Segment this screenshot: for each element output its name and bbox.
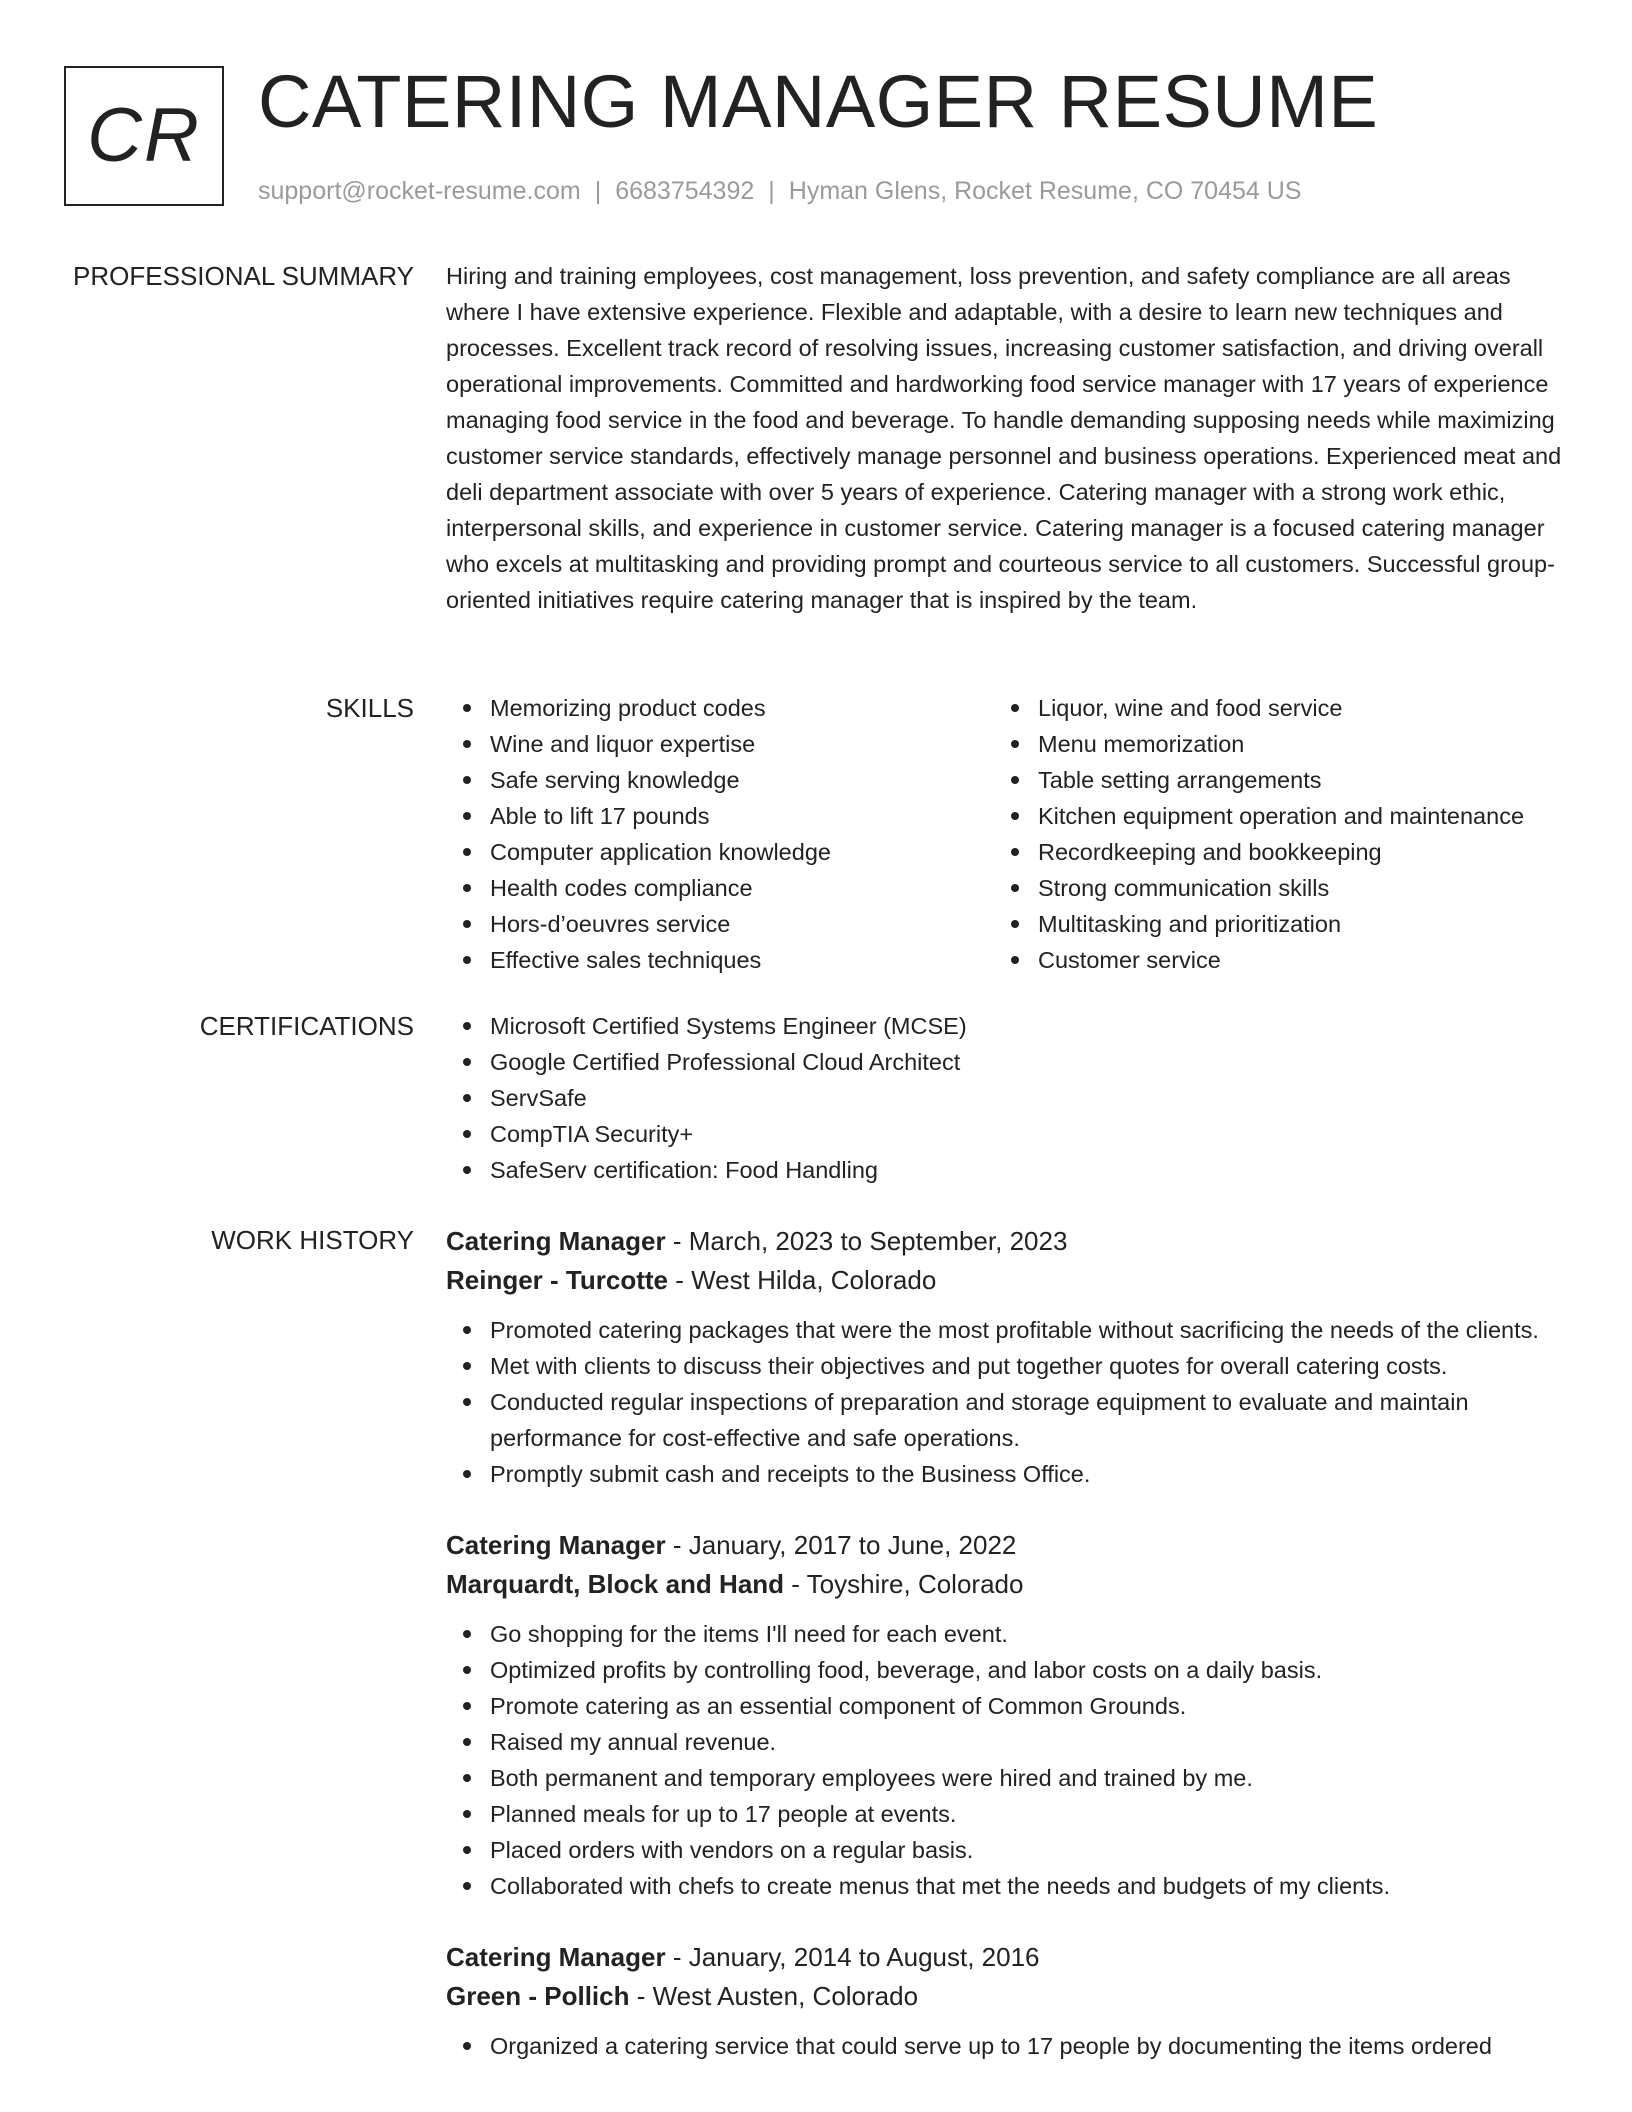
list-item: Both permanent and temporary employees were hired and trained by me. — [446, 1760, 1566, 1796]
certifications-list — [446, 1008, 1566, 1188]
list-item: Raised my annual revenue. — [446, 1724, 1566, 1760]
work-history-body — [446, 1222, 1566, 2098]
list-item: ServSafe — [446, 1080, 1566, 1116]
list-item: Effective sales techniques — [446, 942, 994, 978]
list-item: Met with clients to discuss their objectives and put together quotes for overall catering costs. — [446, 1348, 1566, 1384]
job-company: Marquardt, Block and Hand — [446, 1569, 785, 1599]
contact-line — [258, 174, 1301, 208]
job-title: Catering Manager — [446, 1942, 666, 1972]
job-entry — [446, 1526, 1566, 1904]
job-location: - Toyshire, Colorado — [784, 1569, 1024, 1599]
summary-text: Hiring and training employees, cost management, loss prevention, and safety compliance are all areas where I have extensive experience. Flexible and adaptable, with a desire to learn new techniques and processes. Excellent track record of resolving issues, increasing customer satisfaction, and driving overall operational improvements. Committed and hardworking food service manager with 17 years of experience managing food service in the food and beverage. To handle demanding supposing needs while maximizing customer service standards, effectively manage personnel and business operations. Experienced meat and deli department associate with over 5 years of experience. Catering manager with a strong work ethic, interpersonal skills, and experience in customer service. Catering manager is a focused catering manager who excels at multitasking and providing prompt and courteous service to all customers. Successful group-oriented initiatives require catering manager that is inspired by the team. — [446, 263, 1562, 613]
job-title-line — [446, 1222, 1566, 1261]
job-company-line — [446, 1565, 1566, 1604]
certifications-body — [446, 1008, 1566, 1188]
contact-separator: | — [594, 177, 602, 205]
job-dates: - March, 2023 to September, 2023 — [665, 1226, 1068, 1256]
list-item: Recordkeeping and bookkeeping — [994, 834, 1542, 870]
section-label-summary: PROFESSIONAL SUMMARY — [73, 261, 414, 291]
job-bullets — [446, 2028, 1566, 2064]
monogram-box — [64, 66, 224, 206]
section-label-certifications: CERTIFICATIONS — [199, 1011, 414, 1041]
job-bullets — [446, 1312, 1566, 1492]
section-label-skills: SKILLS — [325, 693, 414, 723]
job-dates: - January, 2014 to August, 2016 — [665, 1942, 1040, 1972]
list-item: Table setting arrangements — [994, 762, 1542, 798]
job-entry — [446, 1938, 1566, 2064]
job-company-line — [446, 1261, 1566, 1300]
job-title-line — [446, 1938, 1566, 1977]
contact-email: support@rocket-resume.com — [258, 177, 581, 205]
skills-body — [446, 690, 1566, 978]
list-item: Memorizing product codes — [446, 690, 994, 726]
list-item: Multitasking and prioritization — [994, 906, 1542, 942]
skills-list-left — [446, 690, 994, 978]
summary-body — [446, 258, 1566, 618]
list-item: Collaborated with chefs to create menus that met the needs and budgets of my clients. — [446, 1868, 1566, 1904]
list-item: Customer service — [994, 942, 1542, 978]
list-item: Kitchen equipment operation and maintenance — [994, 798, 1542, 834]
list-item: CompTIA Security+ — [446, 1116, 1566, 1152]
job-location: - West Hilda, Colorado — [667, 1265, 937, 1295]
section-label-work-history: WORK HISTORY — [211, 1225, 414, 1255]
job-dates: - January, 2017 to June, 2022 — [665, 1530, 1017, 1560]
job-bullets — [446, 1616, 1566, 1904]
list-item: Computer application knowledge — [446, 834, 994, 870]
list-item: Liquor, wine and food service — [994, 690, 1542, 726]
list-item: Menu memorization — [994, 726, 1542, 762]
list-item: Google Certified Professional Cloud Architect — [446, 1044, 1566, 1080]
contact-phone: 6683754392 — [615, 177, 755, 205]
list-item: SafeServ certification: Food Handling — [446, 1152, 1566, 1188]
job-company-line — [446, 1977, 1566, 2016]
job-title: Catering Manager — [446, 1530, 666, 1560]
list-item: Promptly submit cash and receipts to the Business Office. — [446, 1456, 1566, 1492]
list-item: Wine and liquor expertise — [446, 726, 994, 762]
list-item: Go shopping for the items I'll need for each event. — [446, 1616, 1566, 1652]
job-company: Reinger - Turcotte — [446, 1265, 668, 1295]
list-item: Placed orders with vendors on a regular basis. — [446, 1832, 1566, 1868]
list-item: Optimized profits by controlling food, beverage, and labor costs on a daily basis. — [446, 1652, 1566, 1688]
list-item: Organized a catering service that could serve up to 17 people by documenting the items ordered — [446, 2028, 1566, 2064]
list-item: Health codes compliance — [446, 870, 994, 906]
list-item: Safe serving knowledge — [446, 762, 994, 798]
contact-address: Hyman Glens, Rocket Resume, CO 70454 US — [788, 177, 1302, 205]
job-company: Green - Pollich — [446, 1981, 630, 2011]
list-item: Able to lift 17 pounds — [446, 798, 994, 834]
list-item: Promoted catering packages that were the most profitable without sacrificing the needs of the clients. — [446, 1312, 1566, 1348]
contact-separator: | — [768, 177, 775, 205]
list-item: Microsoft Certified Systems Engineer (MCSE) — [446, 1008, 1566, 1044]
list-item: Hors-d’oeuvres service — [446, 906, 994, 942]
list-item: Planned meals for up to 17 people at events. — [446, 1796, 1566, 1832]
list-item: Promote catering as an essential component of Common Grounds. — [446, 1688, 1566, 1724]
job-location: - West Austen, Colorado — [629, 1981, 919, 2011]
list-item: Strong communication skills — [994, 870, 1542, 906]
job-entry — [446, 1222, 1566, 1492]
monogram-initials: CR — [87, 93, 201, 178]
skills-list-right — [994, 690, 1542, 978]
resume-title: CATERING MANAGER RESUME — [258, 60, 1379, 143]
job-title: Catering Manager — [446, 1226, 666, 1256]
list-item: Conducted regular inspections of preparation and storage equipment to evaluate and maintain performance for cost-effective and safe operations. — [446, 1384, 1566, 1456]
job-title-line — [446, 1526, 1566, 1565]
